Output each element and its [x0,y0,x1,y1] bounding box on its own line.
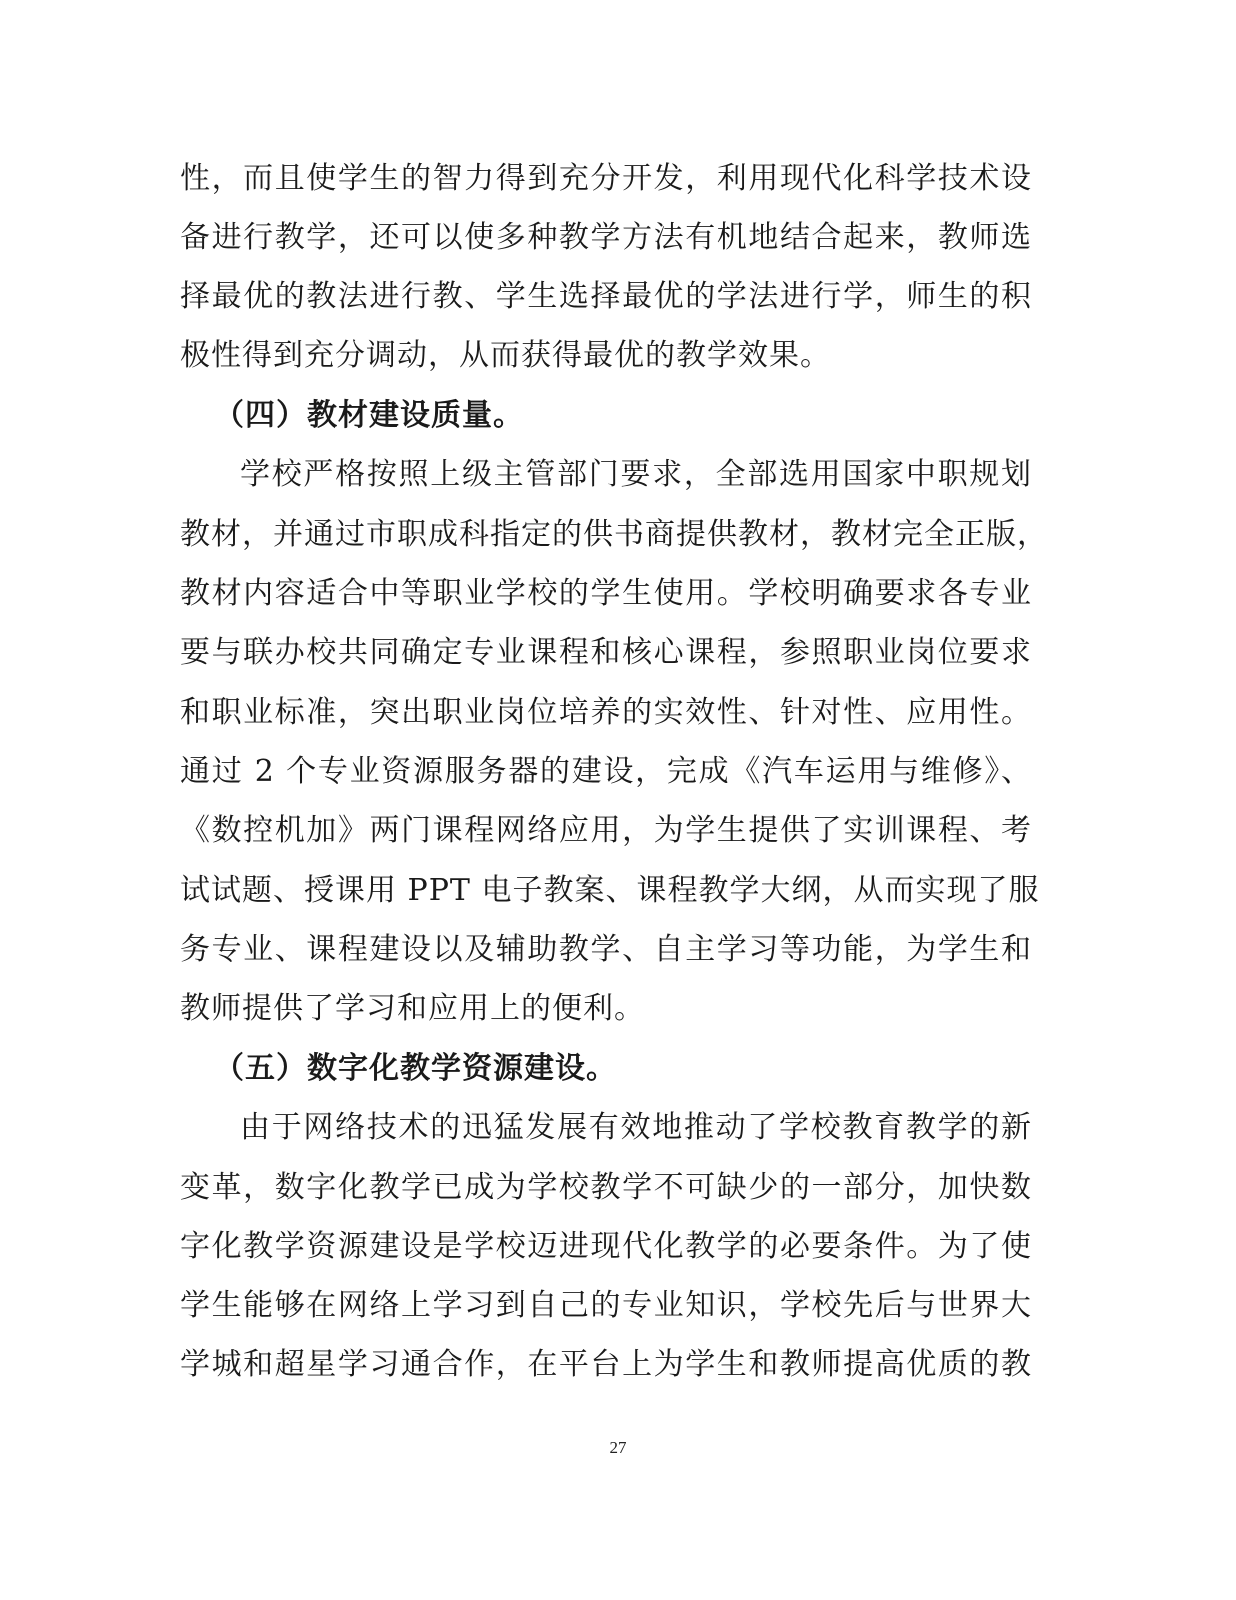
text-line: 择最优的教法进行教、学生选择最优的学法进行学，师生的积 [180,279,1032,314]
text-line: 通过 2 个专业资源服务器的建设，完成《汽车运用与维修》、 [180,754,1032,789]
text-line: 学生能够在网络上学习到自己的专业知识，学校先后与世界大 [180,1288,1032,1323]
text-line: 学城和超星学习通合作，在平台上为学生和教师提高优质的教 [180,1347,1032,1382]
text-line: 《数控机加》两门课程网络应用，为学生提供了实训课程、考 [180,813,1032,848]
text-line: 由于网络技术的迅猛发展有效地推动了学校教育教学的新 [240,1110,1032,1145]
text-line: 教师提供了学习和应用上的便利。 [180,991,645,1026]
text-line: 极性得到充分调动，从而获得最优的教学效果。 [180,338,831,373]
text-line: 备进行教学，还可以使多种教学方法有机地结合起来，教师选 [180,220,1032,255]
section-heading: （四）教材建设质量。 [214,398,524,433]
text-line: 字化教学资源建设是学校迈进现代化教学的必要条件。为了使 [180,1229,1032,1264]
text-line: 务专业、课程建设以及辅助教学、自主学习等功能，为学生和 [180,932,1032,967]
text-line: 试试题、授课用 PPT 电子教案、课程教学大纲，从而实现了服 [180,873,1040,908]
text-line: 要与联办校共同确定专业课程和核心课程，参照职业岗位要求 [180,635,1032,670]
text-line: 变革，数字化教学已成为学校教学不可缺少的一部分，加快数 [180,1170,1032,1205]
text-line: 和职业标准，突出职业岗位培养的实效性、针对性、应用性。 [180,695,1032,730]
text-line: 教材内容适合中等职业学校的学生使用。学校明确要求各专业 [180,576,1032,611]
section-heading: （五）数字化教学资源建设。 [214,1051,617,1086]
text-line: 学校严格按照上级主管部门要求，全部选用国家中职规划 [240,457,1032,492]
text-line: 教材，并通过市职成科指定的供书商提供教材，教材完全正版， [180,517,1048,552]
page-number: 27 [609,1438,627,1457]
text-line: 性，而且使学生的智力得到充分开发，利用现代化科学技术设 [180,161,1032,196]
